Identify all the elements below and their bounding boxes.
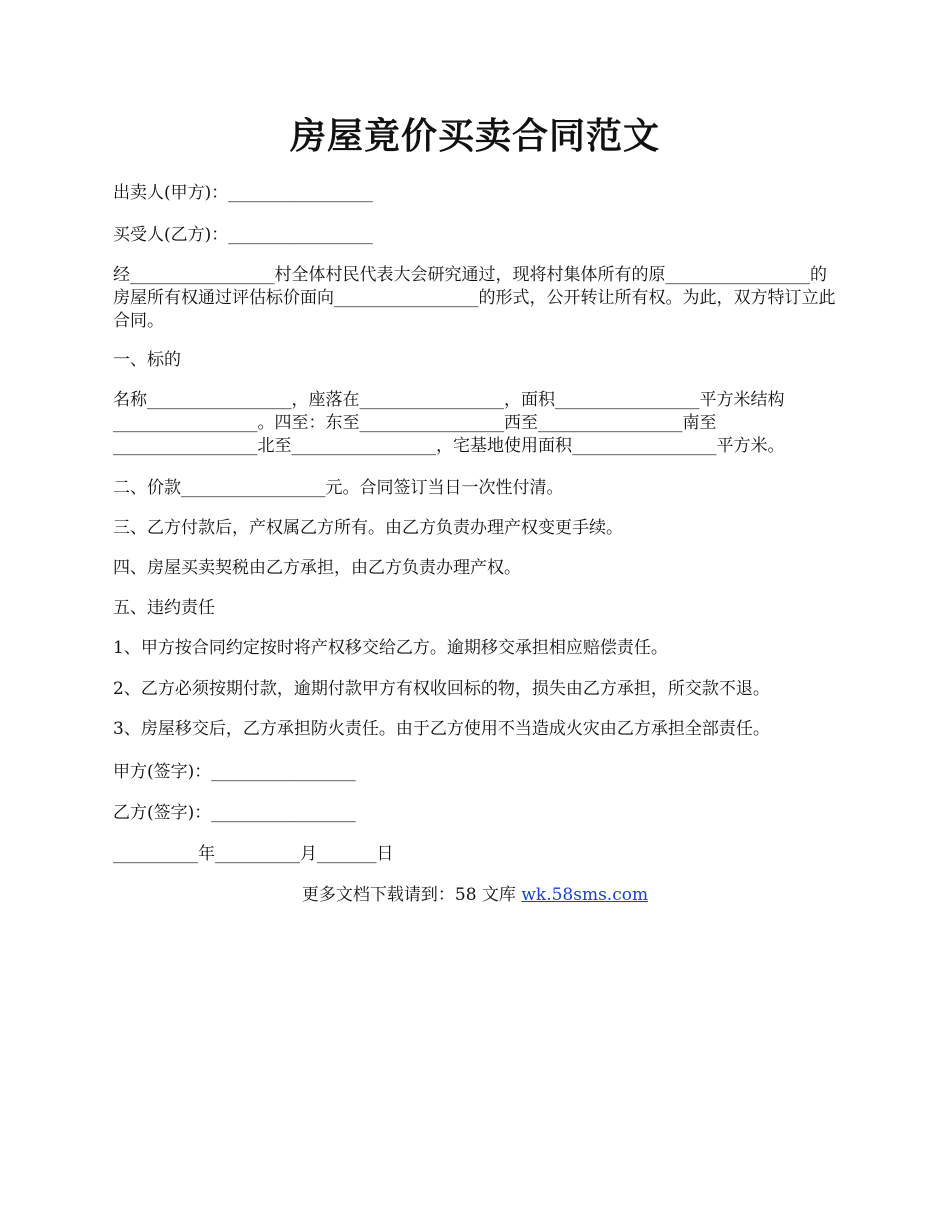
liability-item-2: 2、乙方必须按期付款，逾期付款甲方有权收回标的物，损失由乙方承担，所交款不退。 (113, 679, 770, 699)
section-1-body: 名称_________________，座落在_________________，面积_________________平方米结构_________________。四至：东至_________________西至_________________南至_________________北至_________________，宅基地使用面积_________________平方米。 (113, 390, 785, 456)
section-1-heading: 一、标的 (113, 350, 181, 370)
intro-paragraph: 经_________________村全体村民代表大会研究通过，现将村集体所有的原_________________的房屋所有权通过评估标价面向_________________的形式，公开转让所有权。为此，双方特订立此合同。 (113, 265, 836, 331)
footer-text: 更多文档下载请到：58 文库 (301, 885, 522, 905)
signature-party-b: 乙方(签字)：_________________ (113, 803, 356, 823)
footer-link[interactable]: wk.58sms.com (521, 885, 649, 905)
footer (0, 884, 950, 907)
document-title: 房屋竟价买卖合同范文 (289, 115, 660, 157)
buyer-line: 买受人(乙方)：_________________ (113, 225, 373, 245)
section-4: 四、房屋买卖契税由乙方承担，由乙方负责办理产权。 (113, 558, 521, 578)
signature-party-a: 甲方(签字)：_________________ (113, 762, 356, 782)
liability-item-3: 3、房屋移交后，乙方承担防火责任。由于乙方使用不当造成火灾由乙方承担全部责任。 (113, 719, 770, 739)
date-line: __________年__________月_______日 (113, 844, 394, 864)
seller-line: 出卖人(甲方)：_________________ (113, 183, 373, 203)
liability-item-1: 1、甲方按合同约定按时将产权移交给乙方。逾期移交承担相应赔偿责任。 (113, 638, 668, 658)
section-3: 三、乙方付款后，产权属乙方所有。由乙方负责办理产权变更手续。 (113, 518, 623, 538)
section-2: 二、价款_________________元。合同签订当日一次性付清。 (113, 478, 564, 498)
section-5-heading: 五、违约责任 (113, 598, 215, 618)
